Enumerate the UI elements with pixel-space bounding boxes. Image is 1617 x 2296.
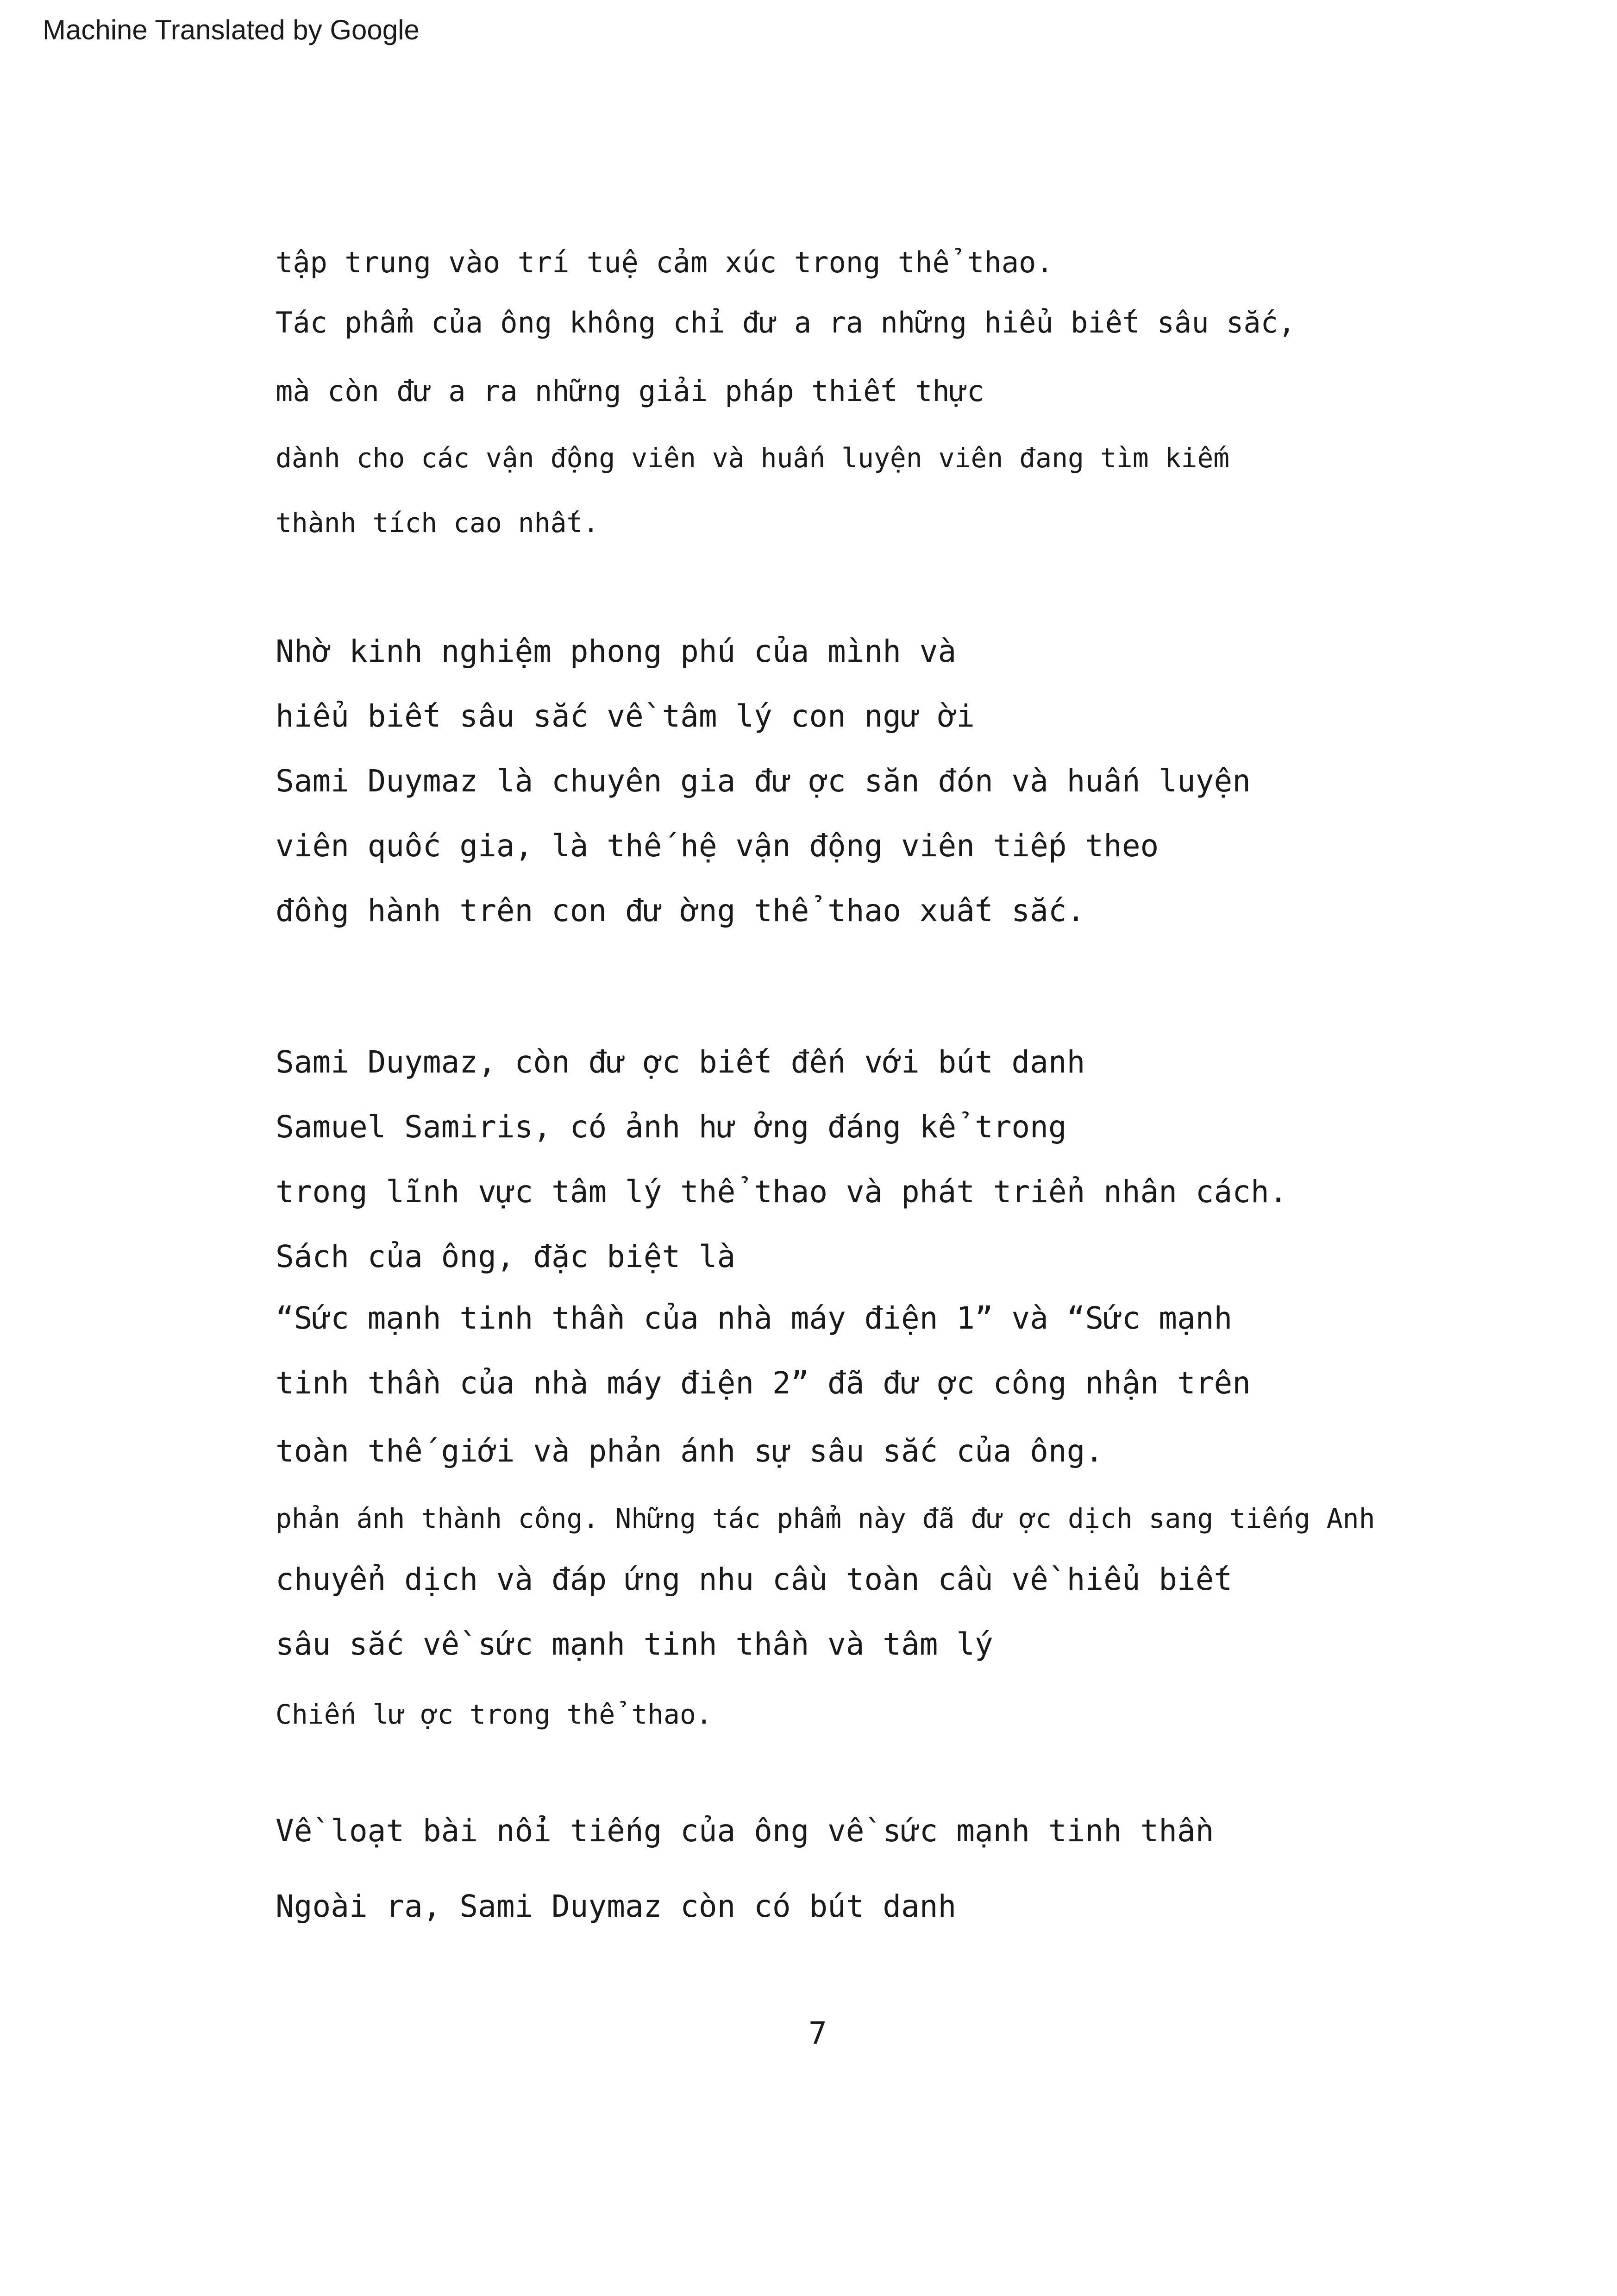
text-line: viên quốc gia, là thế hệ vận động viên tiếp theo (276, 828, 1159, 864)
text-line: Tác phẩm của ông không chỉ đư a ra những hiểu biết sâu sắc, (276, 306, 1296, 339)
text-line: tập trung vào trí tuệ cảm xúc trong thể thao. (276, 245, 1053, 279)
text-line: sâu sắc về sức mạnh tinh thần và tâm lý (276, 1626, 993, 1662)
text-line: dành cho các vận động viên và huấn luyện viên đang tìm kiếm (276, 442, 1230, 474)
text-line: thành tích cao nhất. (276, 507, 599, 539)
text-line: Về loạt bài nổi tiếng của ông về sức mạnh tinh thần (276, 1813, 1214, 1849)
text-line: hiểu biết sâu sắc về tâm lý con ngư ời (276, 698, 975, 734)
text-line: Nhờ kinh nghiệm phong phú của mình và (276, 634, 957, 669)
text-line: tinh thần của nhà máy điện 2” đã đư ợc công nhận trên (276, 1365, 1251, 1401)
text-line: trong lĩnh vực tâm lý thể thao và phát triển nhân cách. (276, 1174, 1288, 1210)
text-line: “Sức mạnh tinh thần của nhà máy điện 1” và “Sức mạnh (276, 1300, 1233, 1336)
text-line: Sami Duymaz, còn đư ợc biết đến với bút danh (276, 1044, 1085, 1080)
text-line: Sami Duymaz là chuyên gia đư ợc săn đón và huấn luyện (276, 763, 1251, 799)
machine-translation-note: Machine Translated by Google (43, 14, 420, 45)
text-line: phản ánh thành công. Những tác phẩm này đã đư ợc dịch sang tiếng Anh (276, 1503, 1375, 1534)
text-line: đồng hành trên con đư ờng thể thao xuất sắc. (276, 893, 1085, 928)
text-line: Chiến lư ợc trong thể thao. (276, 1699, 712, 1730)
text-line: Sách của ông, đặc biệt là (276, 1239, 736, 1274)
document-page: Machine Translated by Google tập trung vào trí tuệ cảm xúc trong thể thao. Tác phẩm của ông không chỉ đư a ra những hiểu biết sâu sắc, mà còn đư a ra những giải pháp thiết thực dành cho các vận động viên và huấn luyện viên đang tìm kiếm thành tích cao nhất. Nhờ kinh nghiệm phong phú của mình và hiểu biết sâu sắc về tâm lý con ngư ời Sami Duymaz là chuyên gia đư ợc săn đón và huấn luyện viên quốc gia, là thế hệ vận động viên tiếp theo đồng hành trên con đư ờng thể thao xuất sắc. Sami Duymaz, còn đư ợc biết đến với bút danh Samuel Samiris, có ảnh hư ởng đáng kể trong trong lĩnh vực tâm lý thể thao và phát triển nhân cách. Sách của ông, đặc biệt là “Sức mạnh tinh thần của nhà máy điện 1” và “Sức mạnh tinh thần của nhà máy điện 2” đã đư ợc công nhận trên toàn thế giới và phản ánh sự sâu sắc của ông. phản ánh thành công. Những tác phẩm này đã đư ợc dịch sang tiếng Anh chuyển dịch và đáp ứng nhu cầu toàn cầu về hiểu biết sâu sắc về sức mạnh tinh thần và tâm lý Chiến lư ợc trong thể thao. Về loạt bài nổi tiếng của ông về sức mạnh tinh thần Ngoài ra, Sami Duymaz còn có bút danh 7 (0, 0, 1617, 2296)
text-line: Samuel Samiris, có ảnh hư ởng đáng kể trong (276, 1109, 1067, 1145)
text-line: mà còn đư a ra những giải pháp thiết thực (276, 374, 984, 408)
text-line: chuyển dịch và đáp ứng nhu cầu toàn cầu về hiểu biết (276, 1562, 1233, 1597)
text-line: toàn thế giới và phản ánh sự sâu sắc của ông. (276, 1433, 1104, 1469)
text-line: Ngoài ra, Sami Duymaz còn có bút danh (276, 1888, 957, 1924)
